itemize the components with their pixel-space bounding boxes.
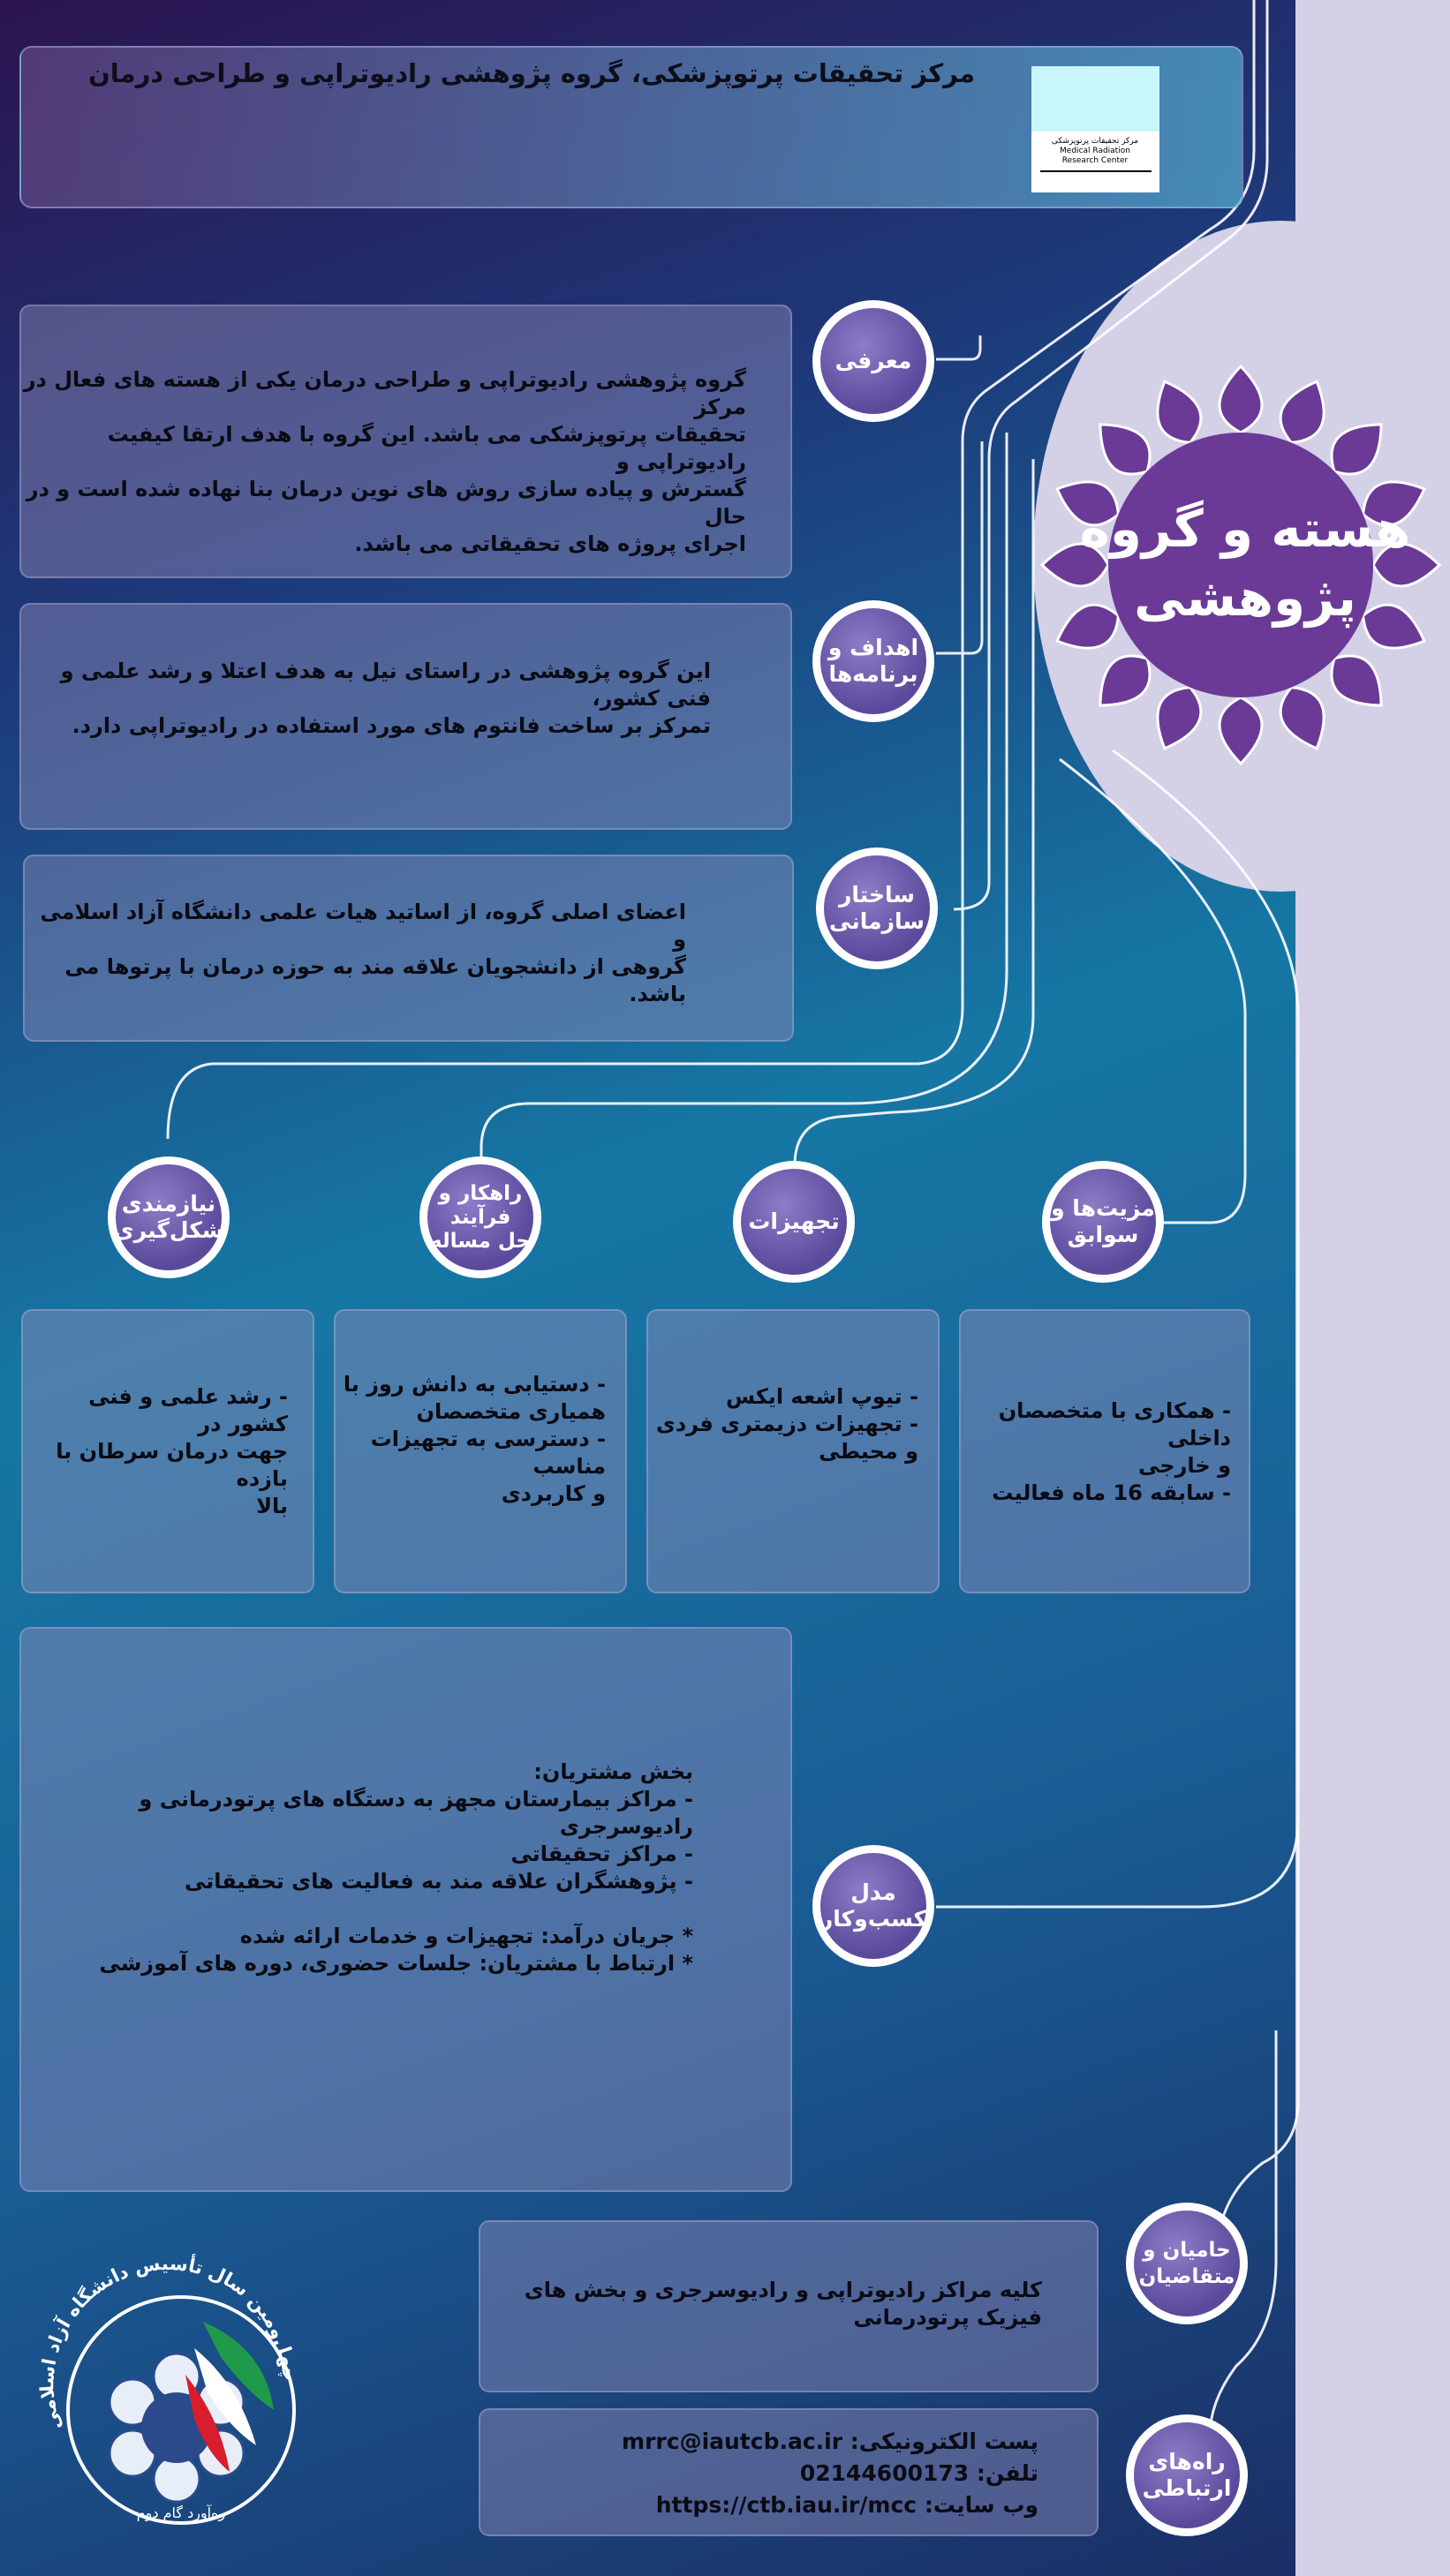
line-advantages [1060, 759, 1245, 1223]
intro-text: گروه پژوهشی رادیوتراپی و طراحی درمان یکی از هسته های فعال در مرکز تحقیقات پرتوپزشکی می باشد. این گروه با هدف ارتقا کیفیت رادیوتراپی و گسترش و پیاده سازی روش های نوین درمان بنا نهاده شده است و در حال اجرای پروژه های تحقیقاتی می باشد. [23, 367, 746, 556]
advantages-label: مزیت‌ها و سوابق [1050, 1169, 1156, 1275]
sponsors-text: کلیه مراکز رادیوتراپی و رادیوسرجری و بخش های فیزیک پرتودرمانی [524, 2278, 1042, 2330]
flower-petal [1220, 697, 1262, 764]
contact-web[interactable]: https://ctb.iau.ir/mcc [655, 2492, 918, 2518]
business-text: بخش مشتریان: - مراکز بیمارستان مجهز به دستگاه های پرتودرمانی و رادیوسرجری - مراکز تحقیقاتی - پژوهشگران علاقه مند به فعالیت های تحقیقاتی * جریان درآمد: تجهیزات و خدمات ارائه شده * ارتباط با مشتریان: جلسات حضوری، دوره های آموزشی [99, 1759, 693, 1976]
hero-title: هسته و گروه پژوهشی [1079, 499, 1411, 628]
contact-email-row [622, 2426, 1038, 2458]
equipment-label: تجهیزات [741, 1169, 847, 1275]
goals-bubble [812, 600, 934, 722]
equipment-text: - تیوپ اشعه ایکس - تجهیزات دزیمتری فردی و محیطی [655, 1384, 918, 1464]
advantages-text: - همکاری با متخصصان داخلی و خارجی - سابقه 16 ماه فعالیت [992, 1398, 1231, 1505]
anniversary-ring-text: چهل‌ومین سال تأسیس دانشگاه آزاد اسلامی [36, 2252, 300, 2433]
equipment-bubble [733, 1161, 855, 1283]
need-text: - رشد علمی و فنی کشور در جهت درمان سرطان با بازده بالا [56, 1384, 288, 1518]
business-box [19, 1627, 792, 2192]
solution-label: راهکار و فرآیند حل مساله [427, 1164, 533, 1270]
contact-label: راه‌های ارتباطی [1134, 2422, 1240, 2528]
contact-phone-row [622, 2458, 1038, 2489]
need-box [21, 1309, 314, 1593]
contact-bubble [1126, 2414, 1248, 2536]
sponsors-label: حامیان و متقاضیان [1134, 2211, 1240, 2316]
equipment-box [646, 1309, 940, 1593]
need-bubble [108, 1156, 230, 1278]
line-goals [936, 441, 982, 653]
need-label: نیازمندی شکل‌گیری [116, 1164, 222, 1270]
anniversary-slogan: ره‌آورد گام دوم [136, 2504, 226, 2521]
line-equipment [795, 459, 1033, 1165]
goals-box [19, 603, 792, 830]
structure-bubble [816, 847, 938, 969]
business-label: مدل کسب‌وکار [820, 1853, 926, 1959]
header-title: مرکز تحقیقات پرتوپزشکی، گروه پژوهشی رادیوتراپی و طراحی درمان [88, 58, 976, 88]
contact-phone[interactable]: 02144600173 [799, 2460, 970, 2486]
structure-box [23, 855, 794, 1042]
center-logo [1031, 66, 1159, 192]
contact-email-label: پست الکترونیکی: [850, 2429, 1038, 2454]
business-bubble [812, 1845, 934, 1967]
intro-label: معرفی [820, 308, 926, 414]
structure-text: اعضای اصلی گروه، از اساتید هیات علمی دانشگاه آزاد اسلامی و گروهی از دانشجویان علاقه مند به حوزه درمان با پرتوها می باشد. [40, 900, 686, 1006]
contact-web-label: وب سایت: [924, 2492, 1038, 2518]
goals-label: اهداف و برنامه‌ها [820, 608, 926, 714]
contact-box [479, 2408, 1099, 2536]
advantages-box [959, 1309, 1250, 1593]
contact-web-row [622, 2489, 1038, 2521]
solution-bubble [419, 1156, 541, 1278]
contact-email[interactable]: mrrc@iautcb.ac.ir [622, 2429, 843, 2454]
advantages-bubble [1042, 1161, 1164, 1283]
flower-petal [1220, 366, 1262, 433]
anniversary-emblem [26, 2242, 318, 2534]
goals-text: این گروه پژوهشی در راستای نیل به هدف اعتلا و رشد علمی و فنی کشور، تمرکز بر ساخت فانتوم های مورد استفاده در رادیوتراپی دارد. [60, 659, 711, 738]
sponsors-bubble [1126, 2203, 1248, 2324]
sponsors-box [479, 2220, 1099, 2392]
contact-phone-label: تلفن: [976, 2460, 1038, 2486]
center-logo-text: مرکز تحقیقات پرتوپزشکی Medical Radiation Research Center [1051, 137, 1139, 165]
solution-text: - دستیابی به دانش روز با همیاری متخصصان - دسترسی به تجهیزات مناسب و کاربردی [343, 1372, 606, 1506]
line-sponsors [1219, 1819, 1298, 2233]
line-intro [936, 335, 980, 359]
intro-box [19, 305, 792, 578]
solution-box [334, 1309, 627, 1593]
structure-label: ساختار سازمانی [824, 855, 930, 961]
intro-bubble [812, 300, 934, 422]
